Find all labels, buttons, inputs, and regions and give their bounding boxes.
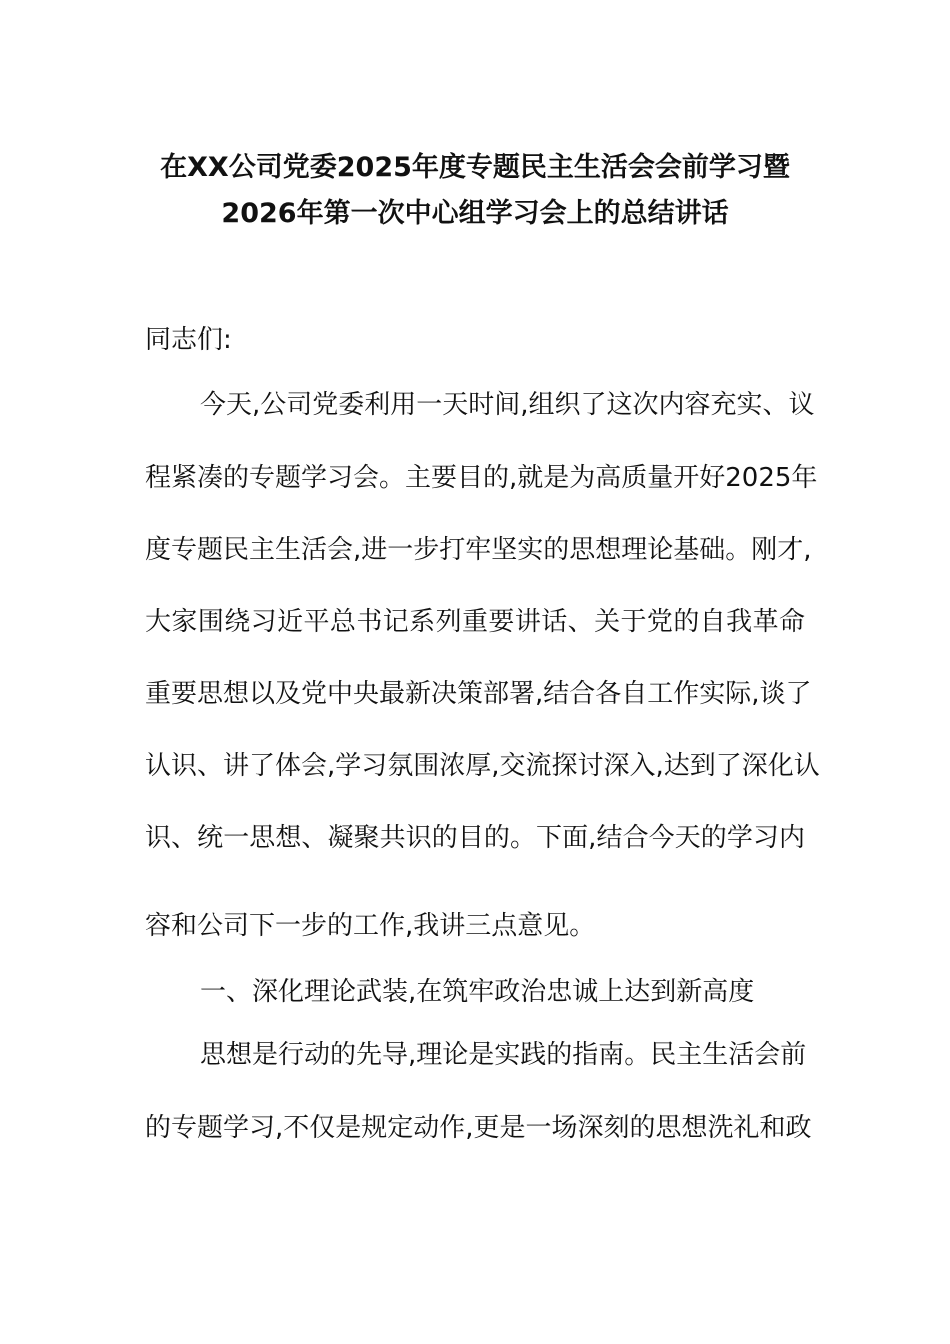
document-title-line-1: 在XX公司党委2025年度专题民主生活会会前学习暨 xyxy=(160,152,790,183)
paragraph-line: 今天,公司党委利用一天时间,组织了这次内容充实、议 xyxy=(200,390,815,420)
paragraph-line: 程紧凑的专题学习会。主要目的,就是为高质量开好2025年 xyxy=(145,463,818,493)
document-title-line-2: 2026年第一次中心组学习会上的总结讲话 xyxy=(221,198,729,229)
paragraph-line: 思想是行动的先导,理论是实践的指南。民主生活会前 xyxy=(200,1040,807,1070)
paragraph-line: 的专题学习,不仅是规定动作,更是一场深刻的思想洗礼和政 xyxy=(145,1113,812,1143)
paragraph-line: 度专题民主生活会,进一步打牢坚实的思想理论基础。刚才, xyxy=(145,535,812,565)
paragraph-line: 大家围绕习近平总书记系列重要讲话、关于党的自我革命 xyxy=(145,607,805,637)
paragraph-line: 重要思想以及党中央最新决策部署,结合各自工作实际,谈了 xyxy=(145,679,812,709)
section-heading: 一、深化理论武装,在筑牢政治忠诚上达到新高度 xyxy=(200,977,755,1007)
paragraph-line: 识、统一思想、凝聚共识的目的。下面,结合今天的学习内 xyxy=(145,823,805,853)
paragraph-line: 容和公司下一步的工作,我讲三点意见。 xyxy=(145,911,596,941)
salutation: 同志们: xyxy=(145,325,232,355)
paragraph-line: 认识、讲了体会,学习氛围浓厚,交流探讨深入,达到了深化认 xyxy=(145,751,820,781)
